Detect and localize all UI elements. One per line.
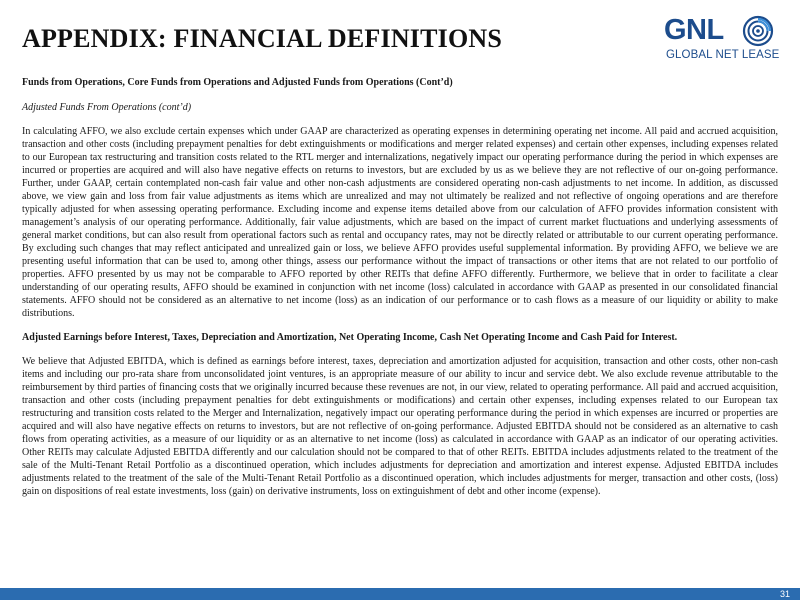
subheading-affo: Adjusted Funds From Operations (cont’d) xyxy=(22,102,192,113)
definitions-body xyxy=(22,76,778,509)
page-number: 31 xyxy=(779,589,790,599)
section-heading-ffo: Funds from Operations, Core Funds from Operations and Adjusted Funds from Operations (Cont’d) xyxy=(22,77,453,88)
logo-mark: GNL xyxy=(664,14,724,46)
company-logo xyxy=(662,14,788,66)
paragraph-affo: In calculating AFFO, we also exclude certain expenses which under GAAP are characterized as operating expenses in determining operating net income. All paid and accrued acquisition, transaction and other costs (including prepayment penalties for debt extinguishments or modifications and merger related expenses) and certain other expenses, including expenses related to our European tax restructuring and transition costs related to the RTL merger and internalizations, negatively impact our operating performance during the period in which expenses are incurred or properties are acquired and will also have negative effects on returns to investors, but are excluded by us as we believe they are not reflective of our on-going performance. Further, under GAAP, certain contemplated non-cash fair value and other non-cash adjustments are considered operating non-cash adjustments to net income. In addition, as discussed above, we view gain and loss from fair value adjustments as items which are unrealized and may not ultimately be realized and not reflective of ongoing operations and are therefore typically adjusted for when assessing operating performance. Excluding income and expense items detailed above from our calculation of AFFO provides information consistent with management’s analysis of our operating performance. Additionally, fair value adjustments, which are based on the impact of current market fluctuations and underlying assessments of general market conditions, but can also result from operational factors such as rental and occupancy rates, may not be directly related or attributable to our current operating performance. By excluding such changes that may reflect anticipated and unrealized gain or loss, we believe AFFO provides useful supplemental information. By providing AFFO, we believe we are presenting useful information that can be used to, among other things, assess our performance without the impact of transactions or other items that are not related to our portfolio of properties. AFFO presented by us may not be comparable to AFFO reported by other REITs that define AFFO differently. Furthermore, we believe that in order to facilitate a clear understanding of our operating results, AFFO should be examined in conjunction with net income (loss) calculated in accordance with GAAP as presented in our consolidated financial statements. AFFO should not be considered as an alternative to net income (loss) as an indication of our performance or to cash flows as a measure of our liquidity or ability to make distributions. xyxy=(22,126,778,319)
footer-bar xyxy=(0,588,800,600)
swirl-icon xyxy=(742,15,774,47)
logo-subtitle: GLOBAL NET LEASE xyxy=(666,49,780,61)
section-heading-ebitda: Adjusted Earnings before Interest, Taxes, Depreciation and Amortization, Net Operating Income, Cash Net Operating Income and Cash Paid for Interest. xyxy=(22,332,678,343)
page-title: APPENDIX: FINANCIAL DEFINITIONS xyxy=(22,24,503,53)
paragraph-ebitda: We believe that Adjusted EBITDA, which is defined as earnings before interest, taxes, depreciation and amortization adjusted for acquisition, transaction and other costs, other non-cash items and including our pro-rata share from unconsolidated joint ventures, is an appropriate measure of our ability to incur and service debt. We also exclude revenue attributable to the reimbursement by third parties of financing costs that we originally incurred because these revenues are not, in our view, related to operating performance. All paid and accrued acquisition, transaction and other costs (including prepayment penalties for debt extinguishments or modifications) and certain other expenses, including expenses related to our European tax restructuring and transition costs related to the Merger and Internalization, negatively impact our operating performance during the period in which expenses are incurred or properties are acquired and will also have negative effects on returns to investors, but are not reflective of on-going performance. Adjusted EBITDA should not be considered as an alternative to cash flows from operating activities, as a measure of our liquidity or as an alternative to net income (loss) as calculated in accordance with GAAP as an indicator of our operating activities. Other REITs may calculate Adjusted EBITDA differently and our calculation should not be compared to that of other REITs. EBITDA includes adjustments related to the treatment of the sale of the Multi-Tenant Retail Portfolio as a discontinued operation, which includes adjustments for depreciation and amortization and interest expense. Adjusted EBITDA includes adjustments related to the treatment of the sale of the Multi-Tenant Retail Portfolio as a discontinued operation, which includes adjustments for merger, transaction and other costs, (loss) gain on dispositions of real estate investments, loss (gain) on derivative instruments, loss on extinguishment of debt and other income (expense). xyxy=(22,356,778,497)
